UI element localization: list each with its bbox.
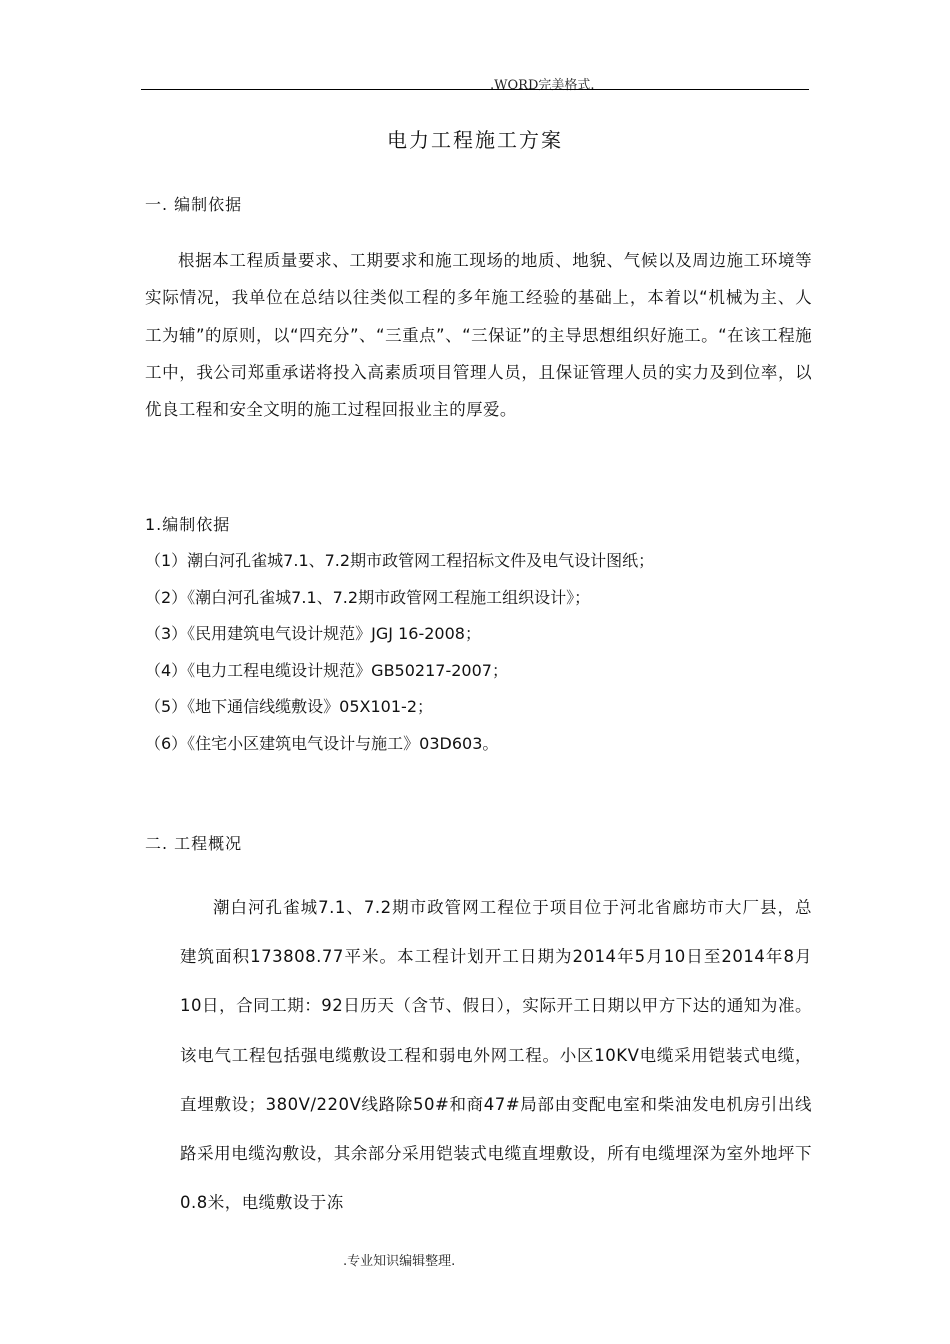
document-title: 电力工程施工方案: [387, 128, 563, 152]
reference-item: （5）《地下通信线缆敷设》05X101-2；: [145, 697, 433, 716]
section-2-heading: 二. 工程概况: [145, 834, 243, 853]
section-1-subheading: 1.编制依据: [145, 515, 231, 534]
reference-item: （2）《潮白河孔雀城7.1、7.2期市政管网工程施工组织设计》；: [145, 587, 591, 607]
section-1-heading: 一. 编制依据: [145, 195, 243, 214]
page-header-text: .WORD完美格式.: [490, 78, 595, 93]
reference-item: （4）《电力工程电缆设计规范》GB50217-2007；: [145, 660, 508, 680]
reference-item: （6）《住宅小区建筑电气设计与施工》03D603。: [145, 733, 499, 753]
section-2-paragraph: 潮白河孔雀城7.1、7.2期市政管网工程位于项目位于河北省廊坊市大厂县，总建筑面积173808.77平米。本工程计划开工日期为2014年5月10日至2014年8月10日，合同工期：92日历天（含节、假日），实际开工日期以甲方下达的通知为准。该电气工程包括强电缆敷设工程和弱电外网工程。小区10KV电缆采用铠装式电缆，直埋敷设；380V/220V线路除50#和商47#局部由变配电室和柴油发电机房引出线路采用电缆沟敷设，其余部分采用铠装式电缆直埋敷设，所有电缆埋深为室外地坪下0.8米，电缆敷设于冻: [180, 898, 812, 1213]
section-1-paragraph: 根据本工程质量要求、工期要求和施工现场的地质、地貌、气候以及周边施工环境等实际情况，我单位在总结以往类似工程的多年施工经验的基础上，本着以“机械为主、人工为辅”的原则，以“四充分”、“三重点”、“三保证”的主导思想组织好施工。“在该工程施工中，我公司郑重承诺将投入高素质项目管理人员，且保证管理人员的实力及到位率，以优良工程和安全文明的施工过程回报业主的厚爱。: [145, 251, 812, 420]
reference-item: （1）潮白河孔雀城7.1、7.2期市政管网工程招标文件及电气设计图纸；: [145, 551, 655, 570]
header-rule: [141, 89, 809, 90]
reference-item: （3）《民用建筑电气设计规范》JGJ 16-2008；: [145, 624, 481, 643]
reference-list: [145, 543, 654, 762]
page-footer-text: .专业知识编辑整理.: [343, 1254, 456, 1269]
